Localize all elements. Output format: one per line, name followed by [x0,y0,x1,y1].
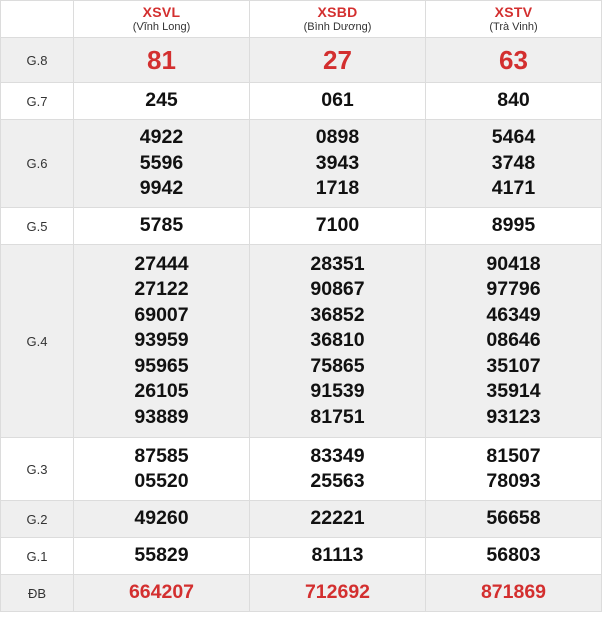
province-header-row [1,1,602,38]
prize-cell [74,501,250,538]
prize-cell [74,38,250,83]
prize-number: 87585 [134,444,189,467]
prize-number: 5464 [491,126,536,149]
prize-label: ĐB [1,575,74,612]
prize-number: 36810 [310,329,365,352]
prize-label: G.2 [1,501,74,538]
prize-cell [250,38,426,83]
prize-row-g5 [1,208,602,245]
prize-cell [426,208,602,245]
prize-number: 08646 [486,329,541,352]
prize-label: G.5 [1,208,74,245]
prize-number: 1718 [315,177,360,200]
prize-number: 27 [323,45,352,75]
province-header-binh-duong [250,1,426,38]
prize-row-g3 [1,438,602,501]
prize-cell [426,83,602,120]
prize-number: 90418 [486,252,541,275]
prize-cell [250,208,426,245]
prize-number: 0898 [315,126,360,149]
prize-cell [250,538,426,575]
prize-cell [426,575,602,612]
prize-number: 56658 [486,507,541,530]
prize-number: 35107 [486,354,541,377]
prize-number: 49260 [134,507,189,530]
prize-number: 83349 [310,444,365,467]
prize-row-g2 [1,501,602,538]
prize-cell [250,245,426,438]
prize-label: G.1 [1,538,74,575]
prize-number: 05520 [134,470,189,492]
prize-number: 78093 [486,470,541,492]
prize-cell [74,438,250,501]
prize-cell [426,438,602,501]
prize-number: 81507 [486,444,541,467]
prize-number: 5785 [139,214,184,237]
prize-number: 4171 [491,177,536,200]
prize-number: 81113 [311,544,364,567]
prize-number: 69007 [134,303,189,326]
prize-number: 55829 [134,544,189,567]
prize-number: 245 [145,89,178,112]
prize-number: 8995 [491,214,536,237]
prize-row-g7 [1,83,602,120]
prize-number: 81751 [310,405,365,428]
prize-number: 36852 [310,303,365,326]
prize-number: 22221 [310,507,365,530]
special-prize-number: 664207 [128,581,195,604]
prize-cell [74,120,250,208]
special-prize-number: 712692 [304,581,371,604]
prize-cell [250,438,426,501]
prize-number: 93889 [134,405,189,428]
prize-label: G.3 [1,438,74,501]
special-prize-number: 871869 [480,581,547,604]
prize-number: 840 [497,89,530,112]
prize-number: 97796 [486,278,541,301]
prize-number: 90867 [310,278,365,301]
prize-number: 061 [321,89,354,112]
prize-label: G.8 [1,38,74,83]
prize-label: G.4 [1,245,74,438]
province-link-xsvl[interactable]: XSVL [142,4,181,20]
prize-row-g1 [1,538,602,575]
prize-number: 26105 [134,380,189,403]
prize-number: 75865 [310,354,365,377]
prize-cell [426,245,602,438]
prize-label: G.7 [1,83,74,120]
prize-cell [250,83,426,120]
prize-number: 46349 [486,303,541,326]
prize-number: 93123 [486,405,541,428]
prize-cell [426,501,602,538]
prize-number: 4922 [139,126,184,149]
prize-cell [250,501,426,538]
prize-row-special [1,575,602,612]
prize-number: 35914 [486,380,541,403]
prize-cell [426,538,602,575]
prize-cell [74,83,250,120]
province-name: (Bình Dương) [303,21,372,33]
prize-number: 7100 [315,214,360,237]
prize-number: 63 [499,45,528,75]
province-name: (Vĩnh Long) [132,21,191,33]
prize-number: 95965 [134,354,189,377]
prize-number: 9942 [139,177,184,200]
prize-number: 27122 [134,278,189,301]
province-header-vinh-long [74,1,250,38]
prize-number: 91539 [310,380,365,403]
province-link-xstv[interactable]: XSTV [494,4,533,20]
prize-number: 81 [147,45,176,75]
prize-cell [250,120,426,208]
prize-row-g8 [1,38,602,83]
province-name: (Trà Vinh) [489,21,538,33]
prize-cell [74,575,250,612]
prize-cell [74,245,250,438]
prize-cell [426,120,602,208]
prize-number: 28351 [310,252,365,275]
prize-number: 3943 [315,151,360,174]
prize-number: 5596 [139,151,184,174]
prize-cell [74,538,250,575]
prize-row-g6 [1,120,602,208]
header-empty-cell [1,1,74,38]
province-link-xsbd[interactable]: XSBD [317,4,358,20]
prize-number: 93959 [134,329,189,352]
prize-number: 27444 [134,252,189,275]
prize-cell [74,208,250,245]
prize-cell [250,575,426,612]
prize-number: 56803 [486,544,541,567]
prize-cell [426,38,602,83]
prize-label: G.6 [1,120,74,208]
province-header-tra-vinh [426,1,602,38]
prize-number: 3748 [491,151,536,174]
prize-number: 25563 [310,470,365,492]
prize-row-g4 [1,245,602,438]
